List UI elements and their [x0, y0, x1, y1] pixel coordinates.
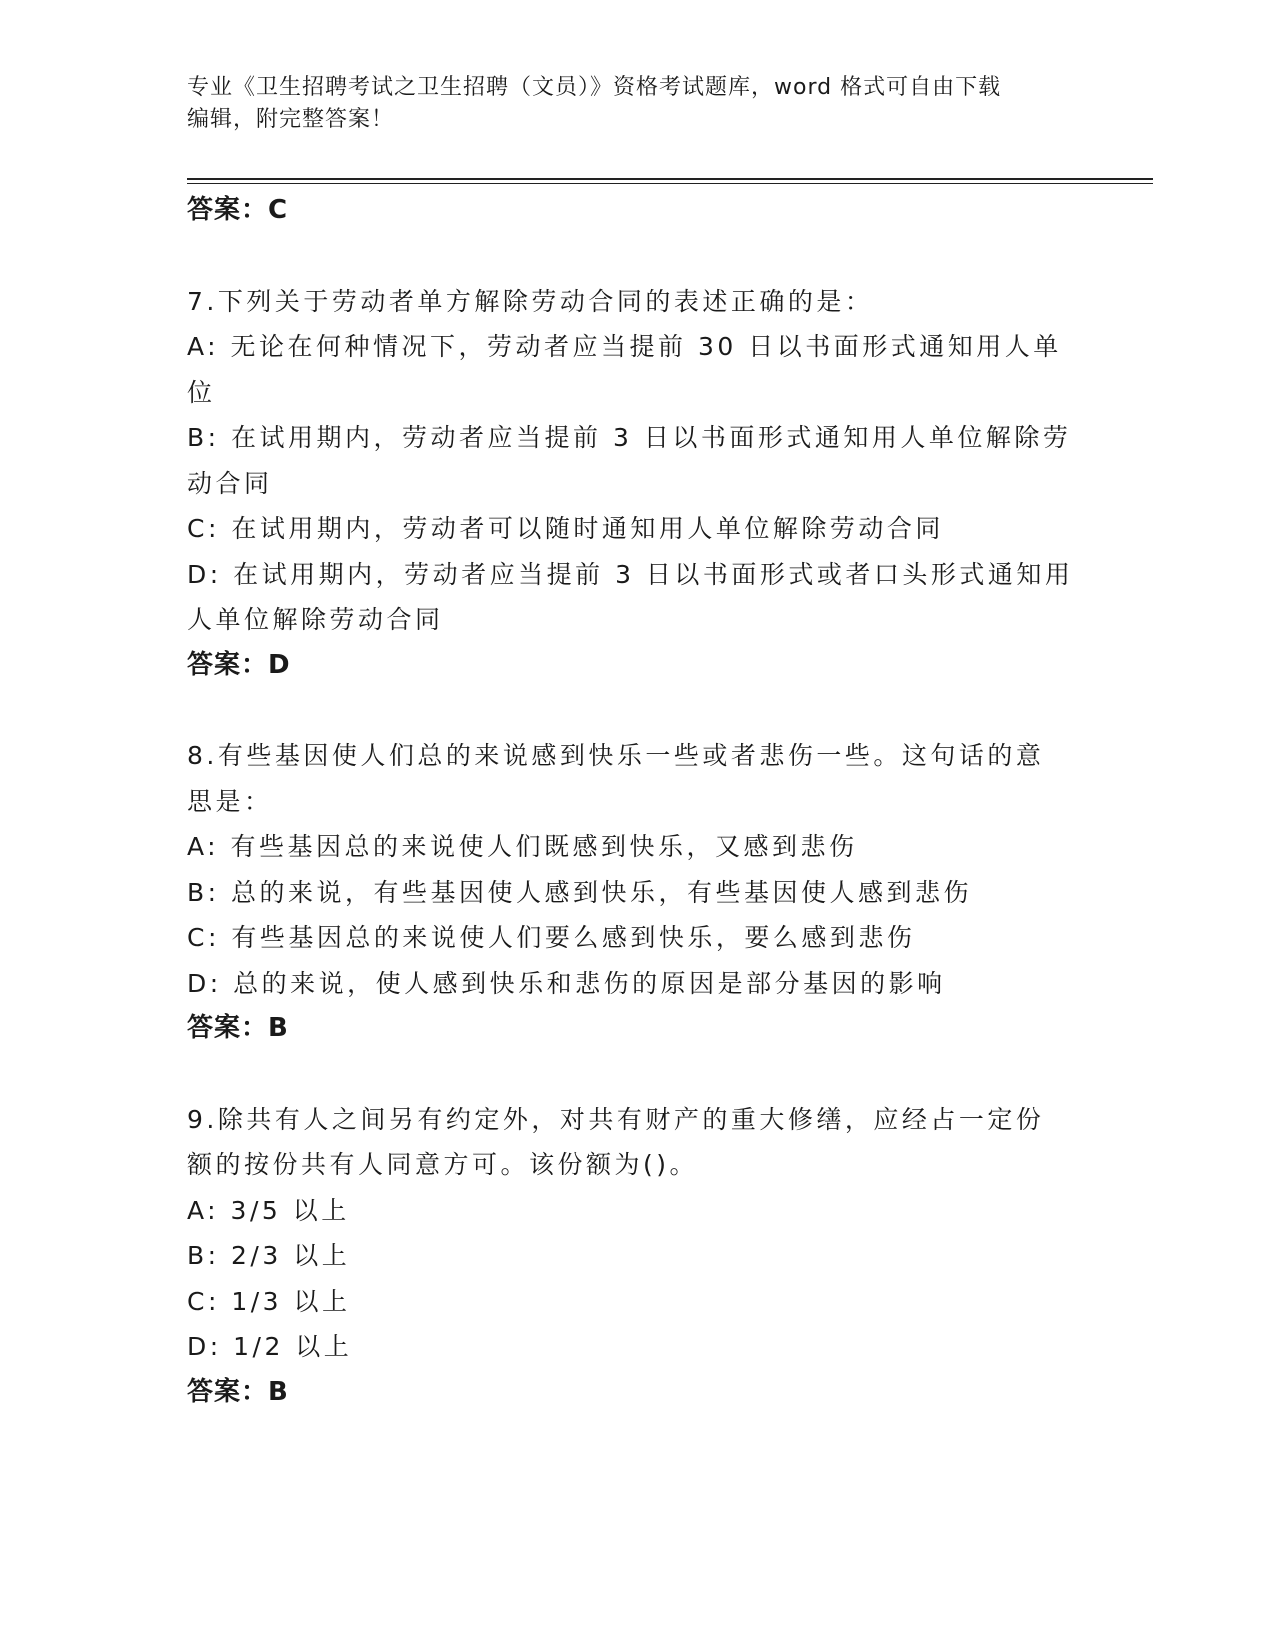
previous-answer: 答案：C [187, 195, 289, 225]
spacer [187, 234, 1067, 279]
option-a: A: 有些基因总的来说使人们既感到快乐，又感到悲伤 [187, 832, 858, 861]
question-list [187, 188, 1074, 1415]
question-9 [187, 1097, 1067, 1416]
spacer [187, 1052, 1067, 1097]
question-stem: 7.下列关于劳动者单方解除劳动合同的表述正确的是： [187, 286, 874, 316]
answer-label: 答案：D [187, 649, 291, 680]
header-rule-thick [187, 178, 1153, 180]
option-b: B: 2/3 以上 [187, 1241, 351, 1270]
option-c: C: 有些基因总的来说使人们要么感到快乐，要么感到悲伤 [187, 923, 916, 952]
option-c: C: 在试用期内，劳动者可以随时通知用人单位解除劳动合同 [187, 514, 944, 543]
option-a: A: 3/5 以上 [187, 1195, 350, 1225]
option-a: A: 无论在何种情况下，劳动者应当提前 30 日以书面形式通知用人单 [187, 332, 1062, 361]
option-b: B: 总的来说，有些基因使人感到快乐，有些基因使人感到悲伤 [187, 877, 973, 907]
option-a-cont: 位 [187, 377, 216, 407]
header-line-2: 编辑，附完整答案！ [187, 107, 395, 132]
option-d-cont: 人单位解除劳动合同 [187, 605, 444, 634]
question-stem-cont: 额的按份共有人同意方可。该份额为()。 [187, 1150, 699, 1179]
question-8 [187, 733, 1067, 1052]
option-d: D: 1/2 以上 [187, 1332, 353, 1361]
option-b-cont: 动合同 [187, 468, 273, 498]
option-b: B: 在试用期内，劳动者应当提前 3 日以书面形式通知用人单位解除劳 [187, 423, 1072, 452]
question-stem: 9.除共有人之间另有约定外，对共有财产的重大修缮，应经占一定份 [187, 1104, 1045, 1134]
option-d: D: 在试用期内，劳动者应当提前 3 日以书面形式或者口头形式通知用 [187, 559, 1074, 589]
spacer [187, 688, 1067, 733]
question-stem: 8.有些基因使人们总的来说感到快乐一些或者悲伤一些。这句话的意 [187, 741, 1045, 770]
option-d: D: 总的来说，使人感到快乐和悲伤的原因是部分基因的影响 [187, 968, 946, 998]
option-c: C: 1/3 以上 [187, 1286, 351, 1316]
question-stem-cont: 思是： [187, 786, 273, 816]
answer-label: 答案：B [187, 1376, 289, 1407]
answer-label: 答案：B [187, 1013, 289, 1043]
question-7 [187, 279, 1074, 689]
header-rule-thin [187, 183, 1153, 184]
header-line-1: 专业《卫生招聘考试之卫生招聘（文员）》资格考试题库，word 格式可自由下载 [187, 75, 1002, 100]
document-header [187, 72, 1087, 136]
